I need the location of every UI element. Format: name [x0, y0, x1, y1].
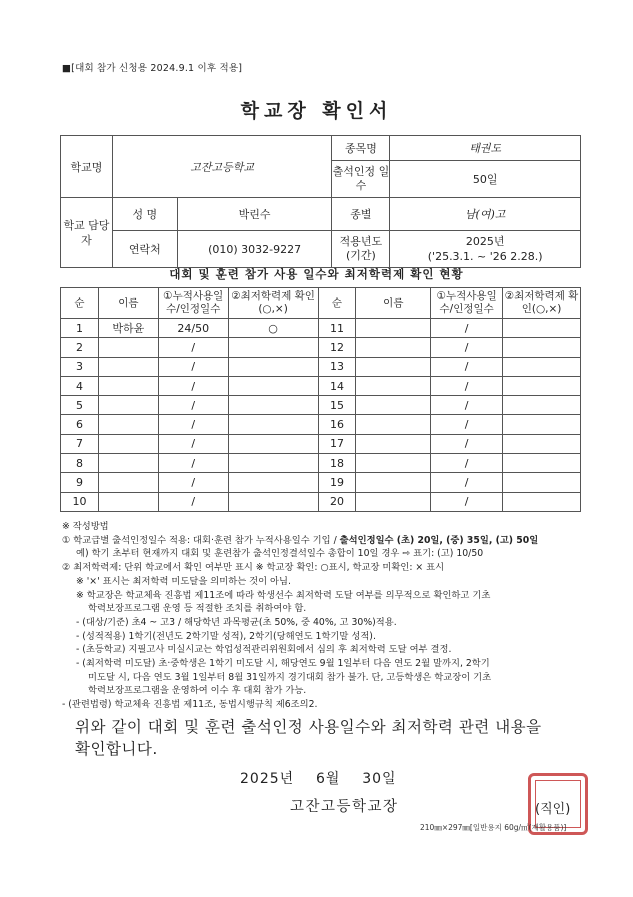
cell-no: 13 [318, 357, 356, 376]
cell-name [98, 415, 158, 434]
cell-no: 1 [61, 319, 99, 338]
name-label: 성 명 [112, 198, 177, 231]
cell-days: / [158, 376, 228, 395]
note-line: 미도달 시, 다음 연도 3월 1일부터 8월 31일까지 경기대회 참가 불가. 단, 고등학생은 학교장이 기초 [88, 671, 492, 683]
cell-name [356, 396, 431, 415]
confirmation-statement [75, 716, 542, 760]
cell-days: / [158, 434, 228, 453]
cell-name [356, 492, 431, 511]
cell-name [98, 338, 158, 357]
name-value: 박린수 [177, 198, 332, 231]
note-emphasis: 출석인정일수 (초) 20일, (중) 35일, (고) 50일 [339, 534, 539, 546]
cell-days: / [431, 357, 503, 376]
cell-days: / [431, 376, 503, 395]
table-row [61, 319, 581, 338]
note-line: - (최저학력 미도달) 초·중학생은 1학기 미도달 시, 해당연도 9월 1일부터 다음 연도 2월 말까지, 2학기 [76, 658, 490, 670]
cell-no: 17 [318, 434, 356, 453]
confirmation-line: 위와 같이 대회 및 훈련 출석인정 사용일수와 최저학력 관련 내용을 [75, 718, 542, 736]
usage-table-body [61, 319, 581, 512]
table-row [61, 415, 581, 434]
note-line: - (대상/기준) 초4 ~ 고3 / 해당학년 과목평균(초 50%, 중 40%, 고 30%)적용. [76, 616, 397, 628]
year-label: 적용년도 (기간) [332, 231, 390, 268]
cell-academic [503, 434, 581, 453]
header-academic: ②최저학력제 확인(○,×) [503, 288, 581, 319]
cell-no: 18 [318, 454, 356, 473]
cell-academic [503, 319, 581, 338]
cell-name [98, 454, 158, 473]
cell-no: 12 [318, 338, 356, 357]
cell-academic [503, 473, 581, 492]
cell-academic [228, 415, 318, 434]
cell-academic [228, 376, 318, 395]
paper-spec: 210㎜×297㎜[일반용지 60g/㎡(재활용품)] [420, 823, 567, 832]
cell-days: / [158, 454, 228, 473]
school-label: 학교명 [61, 136, 113, 198]
table-row [61, 434, 581, 453]
principal-signature-line: 고잔고등학교장 [290, 799, 399, 815]
cell-academic [503, 492, 581, 511]
cell-no: 2 [61, 338, 99, 357]
cell-days: / [158, 396, 228, 415]
note-line: 학력보장프로그램을 운영하여 이수 후 대회 참가 가능. [88, 685, 307, 697]
attendance-label: 출석인정 일수 [332, 161, 390, 198]
usage-table [60, 287, 581, 512]
cell-name [356, 415, 431, 434]
header-no: 순 [318, 288, 356, 319]
cell-days: / [158, 357, 228, 376]
table-row [61, 454, 581, 473]
note-line: - (성적적용) 1학기(전년도 2학기말 성적), 2학기(당해연도 1학기말 성적). [76, 630, 376, 642]
school-name: 고잔고등학교 [112, 136, 332, 198]
level-label: 종별 [332, 198, 390, 231]
document-title: 학교장 확인서 [240, 100, 393, 122]
date-day: 30일 [362, 771, 397, 787]
cell-academic [503, 396, 581, 415]
cell-academic [503, 376, 581, 395]
table-row [61, 492, 581, 511]
cell-days: / [431, 338, 503, 357]
cell-academic [228, 338, 318, 357]
cell-days: / [431, 415, 503, 434]
contact-label: 연락처 [112, 231, 177, 268]
cell-name [356, 338, 431, 357]
cell-no: 16 [318, 415, 356, 434]
table-row [61, 396, 581, 415]
header-no: 순 [61, 288, 99, 319]
cell-no: 14 [318, 376, 356, 395]
year-value: 2025년 [465, 235, 505, 248]
cell-no: 4 [61, 376, 99, 395]
header-name: 이름 [98, 288, 158, 319]
cell-name: 박하윤 [98, 319, 158, 338]
cell-no: 10 [61, 492, 99, 511]
cell-name [356, 434, 431, 453]
cell-name [356, 376, 431, 395]
date-month: 6월 [315, 771, 341, 787]
year-cell [390, 231, 581, 268]
form-tag: ■[대회 참가 신청용 2024.9.1 이후 적용] [62, 63, 243, 74]
info-table [60, 135, 581, 268]
seal-label: (직인) [535, 802, 571, 817]
cell-name [98, 492, 158, 511]
period-value: ('25.3.1. ~ '26 2.28.) [427, 250, 543, 263]
cell-academic [503, 415, 581, 434]
cell-academic [228, 492, 318, 511]
note-line: - (초등학교) 지필고사 미실시교는 학업성적관리위원회에서 심의 후 최저학력 도달 여부 결정. [76, 644, 452, 656]
cell-academic [228, 454, 318, 473]
sport-label: 종목명 [332, 136, 390, 161]
cell-academic [503, 454, 581, 473]
cell-no: 6 [61, 415, 99, 434]
note-line: ※ '×' 표시는 최저학력 미도달을 의미하는 것이 아님. [76, 575, 291, 587]
table-row [61, 473, 581, 492]
cell-name [98, 434, 158, 453]
cell-days: / [431, 454, 503, 473]
table-row [61, 338, 581, 357]
note-line: ※ 학교장은 학교체육 진흥법 제11조에 따라 학생선수 최저학력 도달 여부를 의무적으로 확인하고 기초 [76, 589, 491, 601]
cell-no: 19 [318, 473, 356, 492]
cell-days: / [431, 434, 503, 453]
note-text: ① 학교급별 출석인정일수 적용: 대회·훈련 참가 누적사용일수 기입 / [62, 534, 340, 546]
contact-value: (010) 3032-9227 [177, 231, 332, 268]
cell-no: 5 [61, 396, 99, 415]
cell-name [356, 357, 431, 376]
note-line: ② 최저학력제: 단위 학교에서 확인 여부만 표시 ※ 학교장 확인: ○표시, 학교장 미확인: × 표시 [62, 562, 445, 574]
attendance-value: 50일 [390, 161, 581, 198]
level-value: 남(여)고 [390, 198, 581, 231]
cell-academic [228, 473, 318, 492]
note-line: 예) 학기 초부터 현재까지 대회 및 훈련참가 출석인정결석일수 총합이 10일 경우 ⇨ 표기: (고) 10/50 [76, 548, 484, 560]
notes-heading: ※ 작성방법 [62, 521, 109, 532]
cell-name [98, 396, 158, 415]
cell-days: / [158, 338, 228, 357]
header-days: ①누적사용일수/인정일수 [158, 288, 228, 319]
cell-days: / [158, 473, 228, 492]
cell-name [356, 473, 431, 492]
cell-academic: ○ [228, 319, 318, 338]
cell-no: 8 [61, 454, 99, 473]
cell-days: / [158, 492, 228, 511]
cell-name [356, 319, 431, 338]
sport-value: 태권도 [390, 136, 581, 161]
cell-name [98, 376, 158, 395]
cell-no: 20 [318, 492, 356, 511]
table-row [61, 357, 581, 376]
cell-days: / [431, 396, 503, 415]
cell-days: / [158, 415, 228, 434]
date [240, 768, 397, 788]
usage-section-title: 대회 및 훈련 참가 사용 일수와 최저학력제 확인 현황 [169, 267, 464, 281]
cell-no: 15 [318, 396, 356, 415]
cell-no: 3 [61, 357, 99, 376]
manager-label: 학교 담당자 [61, 198, 113, 268]
note-line: - (관련법령) 학교체육 진흥법 제11조, 동법시행규칙 제6조의2. [62, 699, 318, 711]
cell-name [356, 454, 431, 473]
cell-no: 7 [61, 434, 99, 453]
date-year: 2025년 [240, 771, 295, 787]
cell-no: 9 [61, 473, 99, 492]
confirmation-line: 확인합니다. [75, 740, 158, 758]
note-line: 학력보장프로그램 운영 등 적절한 조치를 취하여야 함. [88, 603, 307, 615]
header-name: 이름 [356, 288, 431, 319]
cell-days: 24/50 [158, 319, 228, 338]
cell-academic [503, 338, 581, 357]
cell-no: 11 [318, 319, 356, 338]
cell-academic [228, 434, 318, 453]
cell-name [98, 357, 158, 376]
cell-academic [503, 357, 581, 376]
cell-days: / [431, 473, 503, 492]
note-line [62, 534, 582, 548]
cell-academic [228, 396, 318, 415]
cell-days: / [431, 492, 503, 511]
table-row [61, 376, 581, 395]
cell-name [98, 473, 158, 492]
cell-days: / [431, 319, 503, 338]
header-days: ①누적사용일수/인정일수 [431, 288, 503, 319]
header-academic: ②최저학력제 확인(○,×) [228, 288, 318, 319]
instructions [62, 520, 582, 712]
cell-academic [228, 357, 318, 376]
